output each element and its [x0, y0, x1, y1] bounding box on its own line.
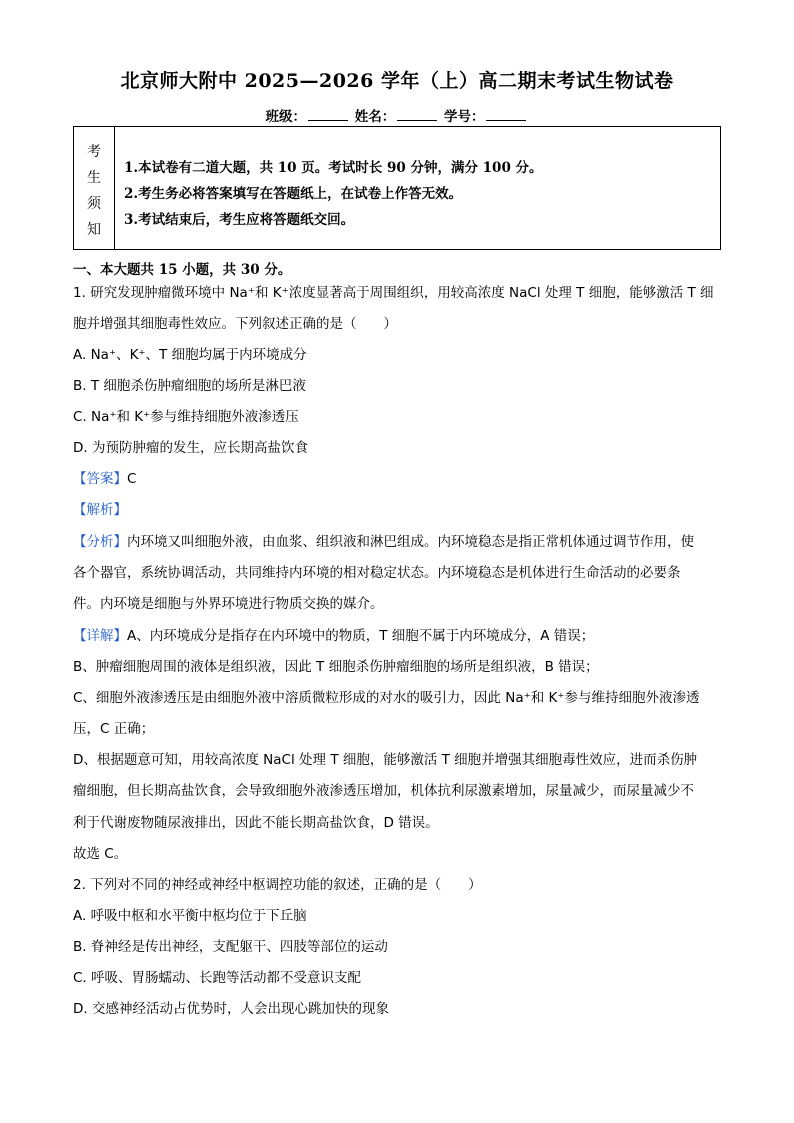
exam-notice-box: [73, 126, 721, 250]
option-c: C. Na⁺和 K⁺参与维持细胞外液渗透压: [73, 409, 299, 425]
notice-items: [124, 155, 543, 233]
option-d: D. 为预防肿瘤的发生，应长期高盐饮食: [73, 440, 308, 456]
name-label: 姓名：: [354, 109, 396, 125]
question-text: 胞并增强其细胞毒性效应。下列叙述正确的是（ ）: [73, 316, 397, 332]
detail-text: B、肿瘤细胞周围的液体是组织液，因此 T 细胞杀伤肿瘤细胞的场所是组织液，B 错误；: [73, 659, 599, 675]
option-c: C. 呼吸、胃肠蠕动、长跑等活动都不受意识支配: [73, 970, 362, 986]
question-text: 2. 下列对不同的神经或神经中枢调控功能的叙述，正确的是（ ）: [73, 877, 482, 893]
detail-text: 瘤细胞，但长期高盐饮食，会导致细胞外液渗透压增加，机体抗利尿激素增加，尿量减少，而尿量减少不: [73, 783, 694, 799]
name-blank: [397, 108, 437, 121]
notice-label-char: 知: [87, 222, 101, 238]
notice-label-char: 生: [87, 170, 101, 186]
notice-label-cell: [74, 127, 115, 249]
section-tag: 【详解】: [73, 628, 127, 644]
section-tag: 【分析】: [73, 534, 127, 550]
notice-item: 2.考生务必将答案填写在答题纸上，在试卷上作答无效。: [124, 186, 463, 202]
analysis-text: 件。内环境是细胞与外界环境进行物质交换的媒介。: [73, 596, 384, 612]
section-tag: 【答案】: [73, 471, 127, 487]
detail-text: D、根据题意可知，用较高浓度 NaCl 处理 T 细胞，能够激活 T 细胞并增强其细胞毒性效应，进而杀伤肿: [73, 752, 698, 768]
option-b: B. T 细胞杀伤肿瘤细胞的场所是淋巴液: [73, 378, 306, 394]
conclusion-text: 故选 C。: [73, 846, 128, 862]
analysis-text: 【分析】内环境又叫细胞外液，由血浆、组织液和淋巴组成。内环境稳态是指正常机体通过调节作用，使: [73, 534, 694, 550]
id-blank: [486, 108, 526, 121]
detail-text: 利于代谢废物随尿液排出，因此不能长期高盐饮食，D 错误。: [73, 815, 439, 831]
option-a: A. 呼吸中枢和水平衡中枢均位于下丘脑: [73, 908, 307, 924]
section-tag: 【解析】: [73, 502, 127, 518]
analysis-tag: [73, 500, 127, 520]
notice-label-char: 须: [87, 196, 101, 212]
class-label: 班级：: [265, 109, 307, 125]
detail-text: 【详解】A、内环境成分是指存在内环境中的物质，T 细胞不属于内环境成分，A 错误；: [73, 628, 595, 644]
notice-item: 3.考试结束后，考生应将答题纸交回。: [124, 212, 355, 228]
answer-line: 【答案】C: [73, 471, 137, 487]
option-a: A. Na⁺、K⁺、T 细胞均属于内环境成分: [73, 347, 307, 363]
detail-text: 压，C 正确；: [73, 721, 155, 737]
analysis-text: 各个器官，系统协调活动，共同维持内环境的相对稳定状态。内环境稳态是机体进行生命活动的必要条: [73, 565, 681, 581]
id-label: 学号：: [443, 109, 485, 125]
question-text: 1. 研究发现肿瘤微环境中 Na⁺和 K⁺浓度显著高于周围组织，用较高浓度 NaCl 处理 T 细胞，能够激活 T 细: [73, 285, 714, 301]
class-blank: [308, 108, 348, 121]
notice-label-char: 考: [87, 144, 101, 160]
notice-item: 1.本试卷有二道大题，共 10 页。考试时长 90 分钟，满分 100 分。: [124, 160, 543, 176]
page-title: 北京师大附中 2025—2026 学年（上）高二期末考试生物试卷: [120, 70, 674, 92]
option-d: D. 交感神经活动占优势时，人会出现心跳加快的现象: [73, 1001, 389, 1017]
option-b: B. 脊神经是传出神经，支配躯干、四肢等部位的运动: [73, 939, 388, 955]
section-heading: 一、本大题共 15 小题，共 30 分。: [73, 262, 292, 278]
detail-text: C、细胞外液渗透压是由细胞外液中溶质微粒形成的对水的吸引力，因此 Na⁺和 K⁺参与维持细胞外液渗透: [73, 690, 700, 706]
student-info-line: [0, 105, 794, 125]
